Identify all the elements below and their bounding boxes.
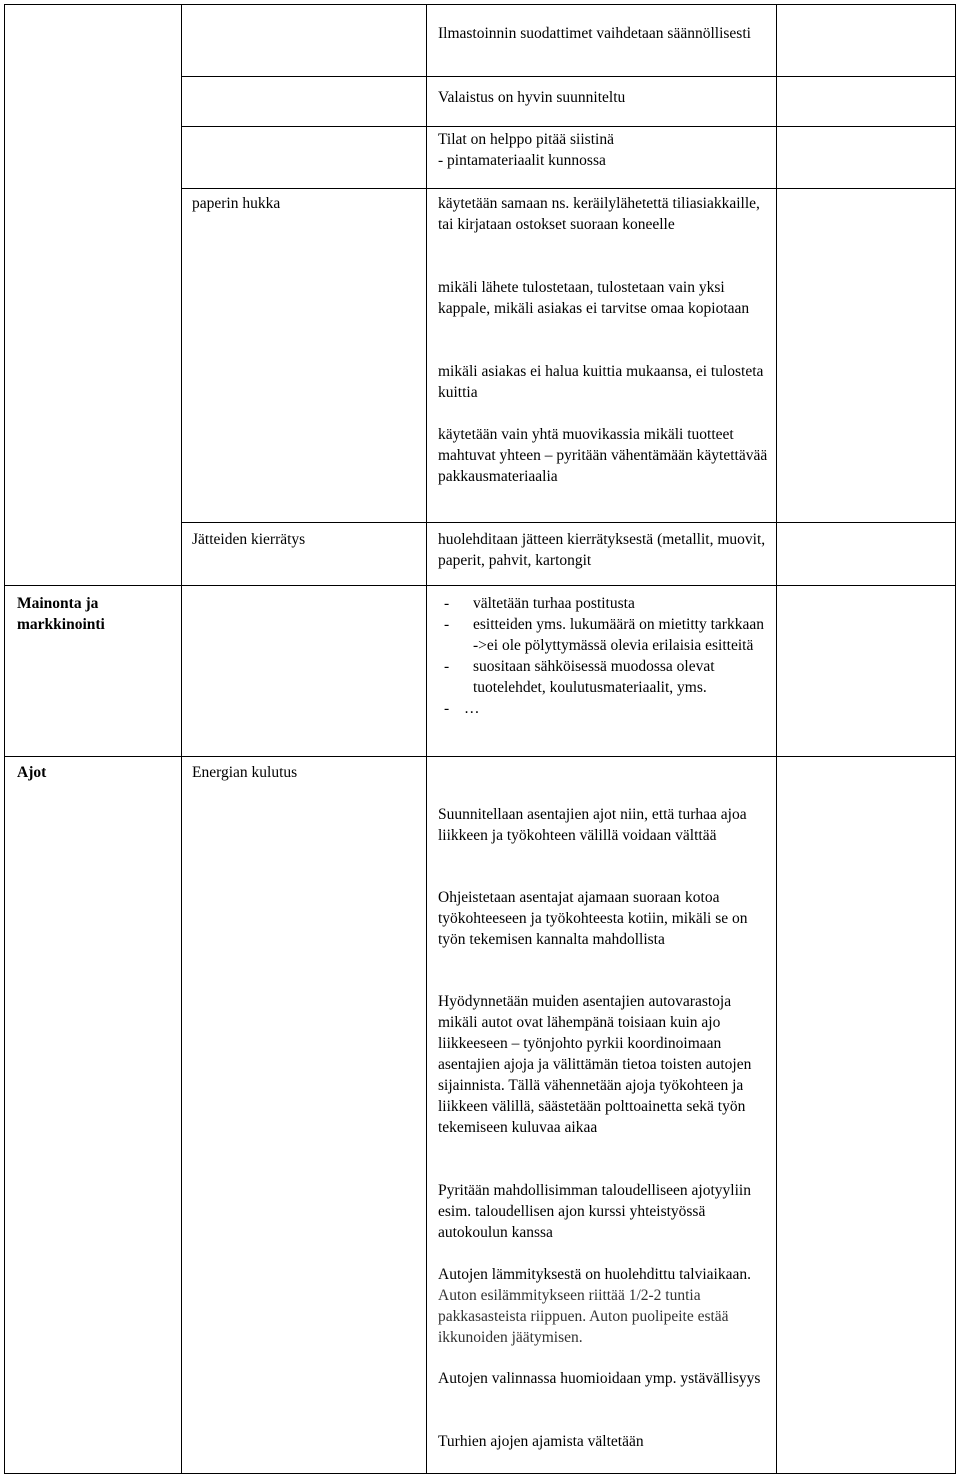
- list-item: [444, 656, 770, 698]
- aspect-label: paperin hukka: [192, 195, 281, 212]
- measure-text: Suunnitellaan asentajien ajot niin, että turhaa ajoa liikkeen ja työkohteen välillä voidaan välttää: [438, 806, 747, 844]
- list-item: [444, 698, 770, 719]
- column-divider: [426, 4, 427, 1474]
- list-item-text: suositaan sähköisessä muodossa olevat tuotelehdet, koulutusmateriaalit, yms.: [473, 658, 715, 696]
- measure-text: Valaistus on hyvin suunniteltu: [438, 89, 626, 106]
- bullet-list: [444, 593, 770, 719]
- dash-marker: -: [444, 595, 450, 612]
- table-border: [4, 4, 956, 5]
- list-item-text: vältetään turhaa postitusta: [473, 595, 635, 612]
- measure-text: Turhien ajojen ajamista vältetään: [438, 1433, 644, 1450]
- measure-text: Autojen valinnassa huomioidaan ymp. ystävällisyys: [438, 1370, 761, 1387]
- list-item-text: …: [464, 700, 480, 717]
- heating-note: Autojen lämmityksestä on huolehdittu talviaikaan.: [438, 1266, 751, 1283]
- aspect-label: Jätteiden kierrätys: [192, 531, 306, 548]
- measure-text: Ilmastoinnin suodattimet vaihdetaan säännöllisesti: [438, 25, 751, 42]
- measure-text: Hyödynnetään muiden asentajien autovarastoja mikäli autot ovat lähempänä toisiaan kuin ajo liikkeeseen – työnjohto pyrkii koordinoimaan asentajien ajoja ja välittämän tietoa toisten autojen sijainnista. Tällä vähennetään ajoja työkohteen ja liikkeen välillä, säästetään polttoainetta sekä työn tekemiseen kuluvaa aikaa: [438, 993, 752, 1136]
- column-divider: [776, 4, 777, 1474]
- measure-text: käytetään vain yhtä muovikassia mikäli tuotteet mahtuvat yhteen – pyritään vähentämään käytettävää pakkausmateriaalia: [438, 426, 768, 485]
- row-divider: [4, 756, 955, 757]
- measure-text: - pintamateriaalit kunnossa: [438, 152, 606, 169]
- measure-text: [438, 1264, 768, 1348]
- row-divider: [181, 522, 955, 523]
- row-divider: [181, 188, 955, 189]
- dash-marker: -: [444, 616, 450, 633]
- row-divider: [181, 76, 955, 77]
- list-item: [444, 593, 770, 614]
- dash-marker: -: [444, 658, 450, 675]
- measure-text: huolehditaan jätteen kierrätyksestä (metallit, muovit, paperit, pahvit, kartongit: [438, 531, 766, 569]
- list-item: [444, 614, 770, 656]
- area-label: Ajot: [17, 764, 47, 781]
- row-divider: [181, 126, 955, 127]
- table-border: [4, 1473, 956, 1474]
- measure-text: Ohjeistetaan asentajat ajamaan suoraan kotoa työkohteeseen ja työkohteesta kotiin, mikäli se on työn tekemisen kannalta mahdollista: [438, 889, 748, 948]
- table-border: [955, 4, 956, 1474]
- dash-marker: -: [444, 700, 450, 717]
- area-label: Mainonta ja markkinointi: [17, 595, 105, 633]
- column-divider: [181, 4, 182, 1474]
- measure-text: Tilat on helppo pitää siistinä: [438, 131, 614, 148]
- measure-text: käytetään samaan ns. keräilylähetettä tiliasiakkaille, tai kirjataan ostokset suoraan koneelle: [438, 195, 760, 233]
- aspect-label: Energian kulutus: [192, 764, 298, 781]
- measure-text: mikäli asiakas ei halua kuittia mukaansa, ei tulosteta kuittia: [438, 363, 764, 401]
- list-item-text: esitteiden yms. lukumäärä on mietitty tarkkaan ->ei ole pölyttymässä olevia erilaisia esitteitä: [473, 616, 764, 654]
- measure-text: mikäli lähete tulostetaan, tulostetaan vain yksi kappale, mikäli asiakas ei tarvitse omaa kopiotaan: [438, 279, 750, 317]
- row-divider: [4, 585, 955, 586]
- measure-text: Pyritään mahdollisimman taloudelliseen ajotyyliin esim. taloudellisen ajon kurssi yhteistyössä autokoulun kanssa: [438, 1182, 751, 1241]
- heating-detail: Auton esilämmitykseen riittää 1/2-2 tuntia pakkasasteista riippuen. Auton puolipeite estää ikkunoiden jäätymisen.: [438, 1287, 729, 1346]
- table-border: [4, 4, 5, 1474]
